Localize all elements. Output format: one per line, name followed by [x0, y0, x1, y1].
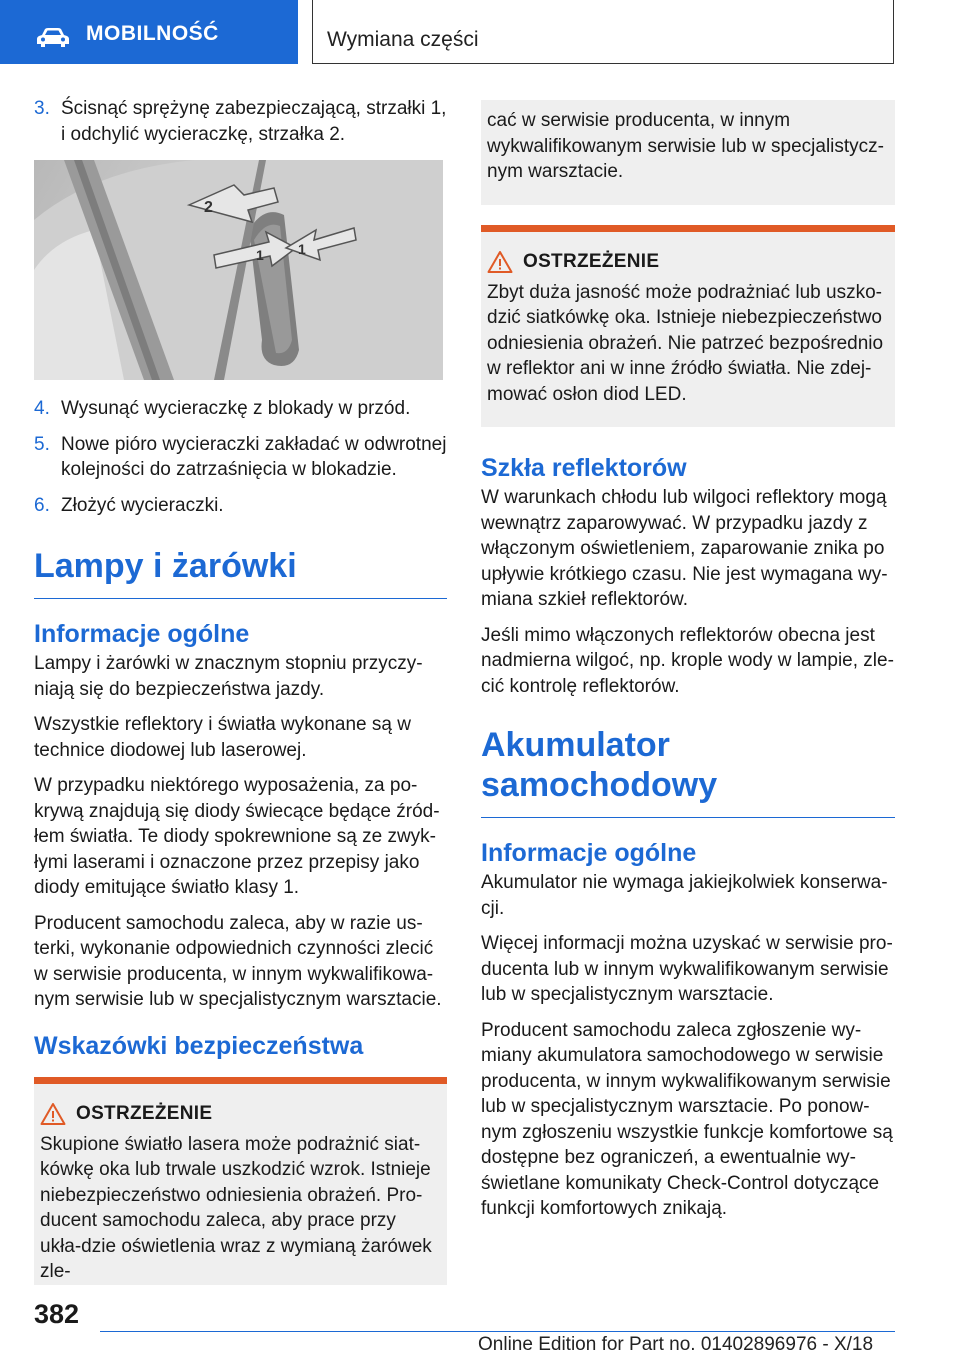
- header-section-tab: [0, 0, 298, 64]
- paragraph: Akumulator nie wymaga jakiejkolwiek konserwa-cji.: [481, 872, 888, 919]
- list-item: [34, 396, 447, 422]
- heading-safety: Wskazówki bezpieczeństwa: [34, 1031, 364, 1060]
- paragraph: W warunkach chłodu lub wilgoci reflektory mogą wewnątrz zaparowywać. W przypadku jazdy z włączonym oświetleniem, zaparowanie znika po upływie krótkiego czasu. Nie jest wymagana wy-miana szkieł reflektorów.: [481, 487, 888, 610]
- list-item: [34, 493, 447, 519]
- svg-text:2: 2: [204, 199, 213, 216]
- heading-battery: Akumulator samochodowy: [481, 725, 895, 818]
- list-item: [34, 432, 447, 483]
- warning-title: OSTRZEŻENIE: [523, 250, 660, 272]
- step-text: Nowe pióro wycieraczki zakładać w odwrotnej kolejności do zatrzaśnięcia w blokadzie.: [61, 433, 447, 480]
- step-number: 5.: [34, 433, 50, 455]
- left-column: [34, 96, 447, 1285]
- warning-text: Zbyt duża jasność może podrażniać lub uszko-dzić siatkówkę oka. Istnieje niebezpieczeństwo odniesienia obrażeń. Nie patrzeć bezpośrednio w reflektor ani w inne źródło światła. Nie zdej-mować osłon diod LED.: [487, 281, 884, 405]
- warning-box: [481, 225, 895, 428]
- warning-text: cać w serwisie producenta, w innym wykwalifikowanym serwisie lub w specjalistycz-nym warsztacie.: [487, 110, 884, 182]
- paragraph: Wszystkie reflektory i światła wykonane są w technice diodowej lub laserowej.: [34, 714, 411, 761]
- step-text: Wysunąć wycieraczkę z blokady w przód.: [61, 398, 411, 419]
- svg-text:1: 1: [298, 241, 306, 257]
- step-number: 4.: [34, 398, 50, 419]
- list-item: [34, 96, 447, 147]
- step-text: Ścisnąć sprężynę zabezpieczającą, strzałki 1, i odchylić wycieraczkę, strzałka 2.: [61, 98, 447, 145]
- paragraph: Jeśli mimo włączonych reflektorów obecna jest nadmierna wilgoć, np. krople wody w lampie, zle-cić kontrolę reflektorów.: [481, 624, 894, 697]
- heading-headlight-glass: Szkła reflektorów: [481, 454, 687, 482]
- warning-text: Skupione światło lasera może podrażnić siat-kówkę oka lub trwale uszkodzić wzrok. Istnieje niebezpieczeństwo odniesienia obrażeń. Pro-ducent samochodu zaleca, aby prace przy ukła-dzie oświetlenia wraz z wymianą żarówek zle-: [40, 1133, 432, 1282]
- heading-general-info: Informacje ogólne: [481, 839, 697, 867]
- wiper-figure: [34, 160, 443, 380]
- warning-box: [34, 1077, 447, 1285]
- warning-box-continued: [481, 100, 895, 205]
- step-number: 6.: [34, 494, 50, 516]
- warning-title: OSTRZEŻENIE: [76, 1102, 213, 1124]
- paragraph: Producent samochodu zaleca, aby w razie us-terki, wykonanie odpowiednich czynności zlecić w serwisie producenta, w innym wykwalifikowa-nym serwisie lub w specjalistycznym warsztacie.: [34, 912, 442, 1010]
- section-title: MOBILNOŚĆ: [86, 22, 219, 45]
- heading-lamps: Lampy i żarówki: [34, 546, 447, 599]
- paragraph: Więcej informacji można uzyskać w serwisie pro-ducenta lub w innym wykwalifikowanym serwisie lub w specjalistycznym warsztacie.: [481, 933, 893, 1005]
- heading-general-info: Informacje ogólne: [34, 620, 250, 648]
- header-chapter: [312, 0, 894, 64]
- paragraph: Producent samochodu zaleca zgłoszenie wy-miany akumulatora samochodowego w serwisie producenta, w innym wykwalifikowanym serwisie lub w specjalistycznym warsztacie. Po ponow-nym zgłoszeniu wszystkie funkcje komfortowe są dostępne bez ograniczeń, a ewentualnie wy-świetlane komunikaty Check-Control dotyczące funkcji komfortowych znikają.: [481, 1019, 893, 1219]
- footer-edition: Online Edition for Part no. 01402896976 - X/18: [478, 1334, 874, 1355]
- chapter-title: Wymiana części: [327, 28, 479, 51]
- footer-divider: [100, 1331, 895, 1332]
- page-number: 382: [34, 1299, 80, 1329]
- warning-icon: [40, 1102, 66, 1126]
- step-text: Złożyć wycieraczki.: [61, 494, 224, 516]
- wiper-illustration: [34, 160, 443, 380]
- svg-text:1: 1: [256, 247, 264, 263]
- warning-icon: [487, 250, 513, 274]
- steps-top: [34, 96, 447, 147]
- paragraph: Lampy i żarówki w znacznym stopniu przyczy-niają się do bezpieczeństwa jazdy.: [34, 653, 423, 700]
- steps-bottom: [34, 396, 447, 518]
- step-number: 3.: [34, 98, 50, 119]
- paragraph: W przypadku niektórego wyposażenia, za po-krywą znajdują się diody świecące będące źród-łem światła. Te diody spokrewnione są ze zwyk-łymi laserami i oznaczone przez przepisy jako diody emitujące światło klasy 1.: [34, 775, 440, 898]
- car-icon: [36, 27, 70, 49]
- right-column: [481, 96, 895, 1232]
